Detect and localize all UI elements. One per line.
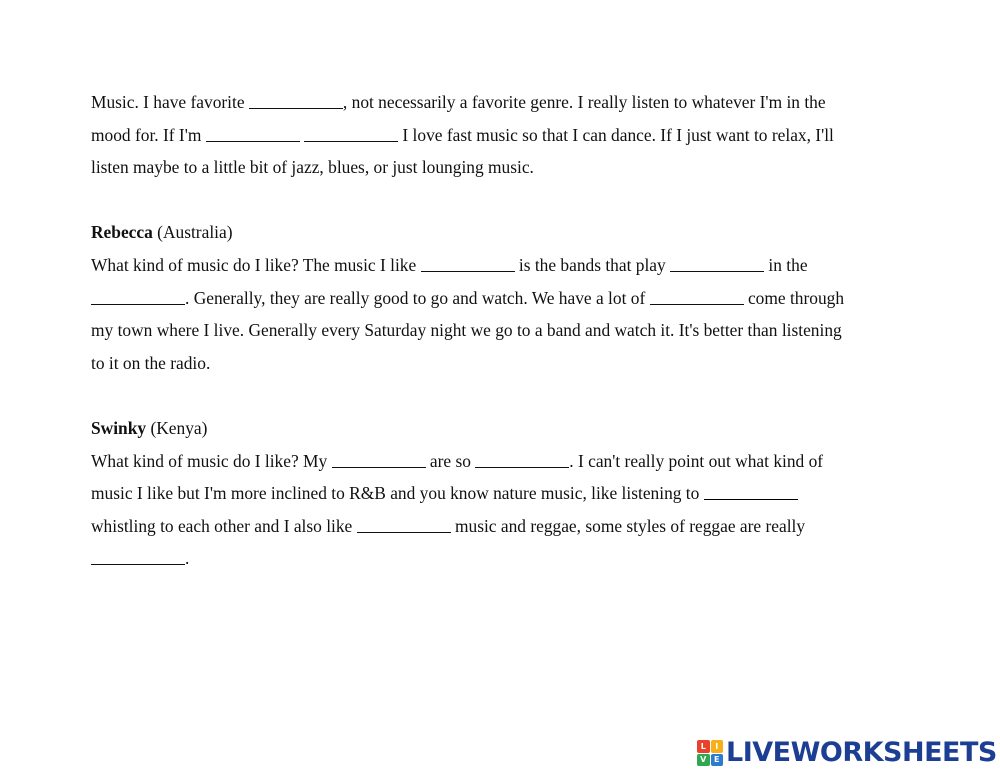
text-fragment: music and reggae, some styles of reggae are really: [450, 515, 806, 536]
answer-blank-5[interactable]: [670, 254, 764, 272]
paragraph-gap: [91, 184, 921, 217]
rebecca-line-4: to it on the radio.: [91, 352, 211, 373]
rebecca-heading: [91, 216, 921, 249]
speaker-country: (Australia): [152, 222, 233, 243]
speaker-name: Swinky: [91, 417, 147, 438]
paragraph-gap: [91, 379, 921, 412]
rebecca-line-2: [91, 282, 921, 315]
rebecca-line-3: my town where I live. Generally every Saturday night we go to a band and watch it. It's better than listening: [91, 320, 842, 341]
text-fragment: Music. I have favorite: [91, 92, 249, 112]
swinky-heading: [91, 412, 921, 445]
answer-blank-8[interactable]: [332, 450, 426, 468]
text-fragment: I love fast music so that I can dance. If I just want to relax, I'll: [398, 124, 834, 145]
text-fragment: in the: [764, 254, 808, 275]
answer-blank-2[interactable]: [206, 124, 300, 142]
swinky-line-2: [91, 477, 921, 510]
answer-blank-4[interactable]: [421, 254, 515, 272]
answer-blank-10[interactable]: [704, 482, 798, 500]
worksheet-text: [91, 86, 921, 575]
logo-wordmark: LIVEWORKSHEETS: [726, 737, 997, 768]
answer-blank-6[interactable]: [91, 287, 185, 305]
text-fragment: whistling to each other and I also like: [91, 515, 357, 536]
swinky-line-4: [91, 542, 921, 575]
text-fragment: .: [185, 548, 190, 569]
text-fragment: , not necessarily a favorite genre. I really listen to whatever I'm in the: [342, 92, 826, 112]
answer-blank-9[interactable]: [475, 450, 569, 468]
speaker-name: Rebecca: [91, 222, 153, 243]
text-fragment: is the bands that play: [514, 254, 671, 275]
intro-line-1: [91, 86, 921, 119]
logo-letter: L: [697, 740, 710, 753]
text-fragment: come through: [743, 287, 845, 308]
rebecca-line-1: [91, 249, 921, 282]
text-fragment: . Generally, they are really good to go and watch. We have a lot of: [185, 287, 650, 308]
answer-blank-12[interactable]: [91, 547, 185, 565]
swinky-line-3: [91, 510, 921, 543]
intro-line-2: [91, 119, 921, 152]
speaker-country: (Kenya): [146, 417, 208, 438]
answer-blank-7[interactable]: [650, 287, 744, 305]
text-fragment: . I can't really point out what kind of: [569, 450, 824, 471]
logo-letter: V: [697, 754, 710, 767]
text-fragment: mood for. If I'm: [91, 124, 206, 145]
answer-blank-1[interactable]: [249, 91, 343, 109]
swinky-line-1: [91, 445, 921, 478]
answer-blank-11[interactable]: [357, 515, 451, 533]
logo-mark-icon: [697, 740, 723, 766]
liveworksheets-logo[interactable]: [697, 737, 997, 769]
text-fragment: What kind of music do I like? My: [91, 450, 332, 471]
text-fragment: are so: [425, 450, 476, 471]
intro-line-3: listen maybe to a little bit of jazz, blues, or just lounging music.: [91, 157, 534, 178]
logo-letter: E: [711, 754, 724, 767]
text-fragment: music I like but I'm more inclined to R&B and you know nature music, like listening to: [91, 483, 704, 504]
answer-blank-3[interactable]: [304, 124, 398, 142]
text-fragment: What kind of music do I like? The music I like: [91, 254, 421, 275]
logo-letter: I: [711, 740, 724, 753]
